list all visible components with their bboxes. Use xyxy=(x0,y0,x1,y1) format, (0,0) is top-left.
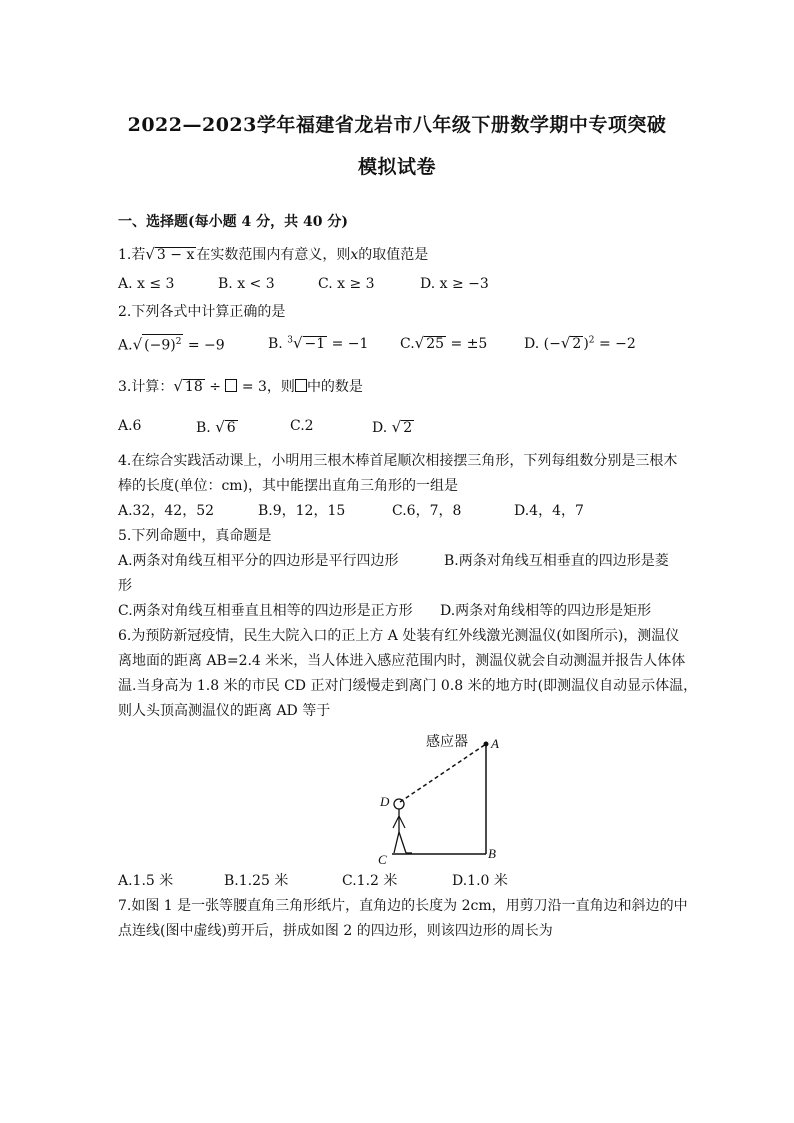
q3-option-a: A.6 xyxy=(118,418,142,434)
person-leg-right xyxy=(399,832,406,853)
radical-sign: √ xyxy=(414,334,425,352)
thermometer-figure xyxy=(370,728,520,868)
figure-label-c: C xyxy=(378,852,387,867)
dashed-line-ad xyxy=(400,744,486,802)
q2-c-label: C. xyxy=(400,336,415,352)
question-5-stem: 5.下列命题中，真命题是 xyxy=(118,528,272,544)
q1-option-b: B. x < 3 xyxy=(218,276,275,292)
page-title-line2: 模拟试卷 xyxy=(357,156,436,178)
person-head xyxy=(394,799,404,809)
q6-option-d: D.1.0 米 xyxy=(452,873,508,889)
question-3-stem xyxy=(118,376,363,396)
figure-label-b: B xyxy=(488,846,496,861)
question-4-line1: 4.在综合实践活动课上，小明用三根木棒首尾顺次相接摆三角形，下列每组数分别是三根木 xyxy=(118,453,678,469)
q3-option-c: C.2 xyxy=(290,418,314,434)
q3-option-b xyxy=(196,418,238,436)
q1-var: x xyxy=(350,247,359,263)
question-2-stem: 2.下列各式中计算正确的是 xyxy=(118,304,286,320)
paren-close: ) xyxy=(583,336,589,352)
q5-option-b-cont: 形 xyxy=(118,578,132,594)
q3-stem-end: 中的数是 xyxy=(306,379,363,395)
q2-option-b xyxy=(268,334,368,352)
q2-option-d: D. (−√ 2 )$^2$ = −2 xyxy=(524,334,636,352)
figure-label-a: A xyxy=(491,736,499,751)
person-arm-right xyxy=(399,816,405,828)
q3-option-d xyxy=(372,418,414,436)
blank-box xyxy=(295,379,307,392)
question-1-stem xyxy=(118,244,428,264)
person-arm-left xyxy=(393,816,399,828)
page-title-line1: 2022—2023学年福建省龙岩市八年级下册数学期中专项突破 xyxy=(127,114,667,136)
q1-option-d: D. x ≥ −3 xyxy=(420,276,489,292)
q2-c-result: = ±5 xyxy=(450,336,488,352)
q2-b-result: = −1 xyxy=(331,336,369,352)
figure-label-sensor: 感应器 xyxy=(426,733,468,749)
q3-stem-pre: 3.计算： xyxy=(118,379,174,395)
q2-b-index: 3 xyxy=(287,335,293,346)
question-6-line4: 则人头顶高测温仪的距离 AD 等于 xyxy=(118,703,331,719)
question-7-line2: 点连线(图中虚线)剪开后，拼成如图 2 的四边形，则该四边形的周长为 xyxy=(118,923,553,939)
q3-radicand: 18 xyxy=(184,379,203,395)
q3-op: ÷ xyxy=(209,379,221,395)
q2-d-inner: 2 xyxy=(572,336,582,352)
q2-d-label: D. xyxy=(524,336,540,352)
q4-option-a: A.32，42，52 xyxy=(118,503,215,519)
radical-sign: √ xyxy=(560,334,571,352)
q1-stem-post: 在实数范围内有意义，则 xyxy=(196,247,351,263)
q1-radicand: 3 − x xyxy=(156,247,195,263)
q5-option-d: D.两条对角线相等的四边形是矩形 xyxy=(440,603,652,619)
q4-option-d: D.4，4，7 xyxy=(514,503,584,519)
q2-d-result: = −2 xyxy=(598,336,636,352)
radical-sign: √ xyxy=(132,335,143,354)
paren-open: ( xyxy=(543,336,550,352)
q2-c-inner: 25 xyxy=(426,336,445,352)
q5-option-a: A.两条对角线互相平分的四边形是平行四边形 xyxy=(118,553,399,569)
q2-b-label: B. xyxy=(268,336,283,352)
radical-sign: √ xyxy=(215,418,225,436)
q2-option-c xyxy=(400,334,487,352)
q5-option-c: C.两条对角线互相垂直且相等的四边形是正方形 xyxy=(118,603,413,619)
radical-sign: √ xyxy=(145,245,155,263)
figure-label-d: D xyxy=(380,794,390,809)
section-heading: 一、选择题(每小题 4 分，共 40 分) xyxy=(118,214,348,230)
q2-a-label: A. xyxy=(118,337,133,354)
q3-eq: = 3，则 xyxy=(241,379,295,395)
question-6-line3: 温.当身高为 1.8 米的市民 CD 正对门缓慢走到离门 0.8 米的地方时(即测温仪自动显示体温， xyxy=(118,678,698,694)
q5-option-b: B.两条对角线互相垂直的四边形是菱 xyxy=(444,553,669,569)
q1-stem-pre: 1.若 xyxy=(118,247,146,263)
q4-option-c: C.6，7，8 xyxy=(392,503,462,519)
q3-d-inner: 2 xyxy=(403,420,413,436)
q3-b-inner: 6 xyxy=(226,420,236,436)
radical-sign: √ xyxy=(173,377,183,395)
person-leg-left xyxy=(394,832,399,853)
q2-a-inner: (−9) xyxy=(144,337,176,354)
q1-stem-end: 的取值范是 xyxy=(358,247,429,263)
radical-sign: √ xyxy=(391,418,402,436)
q1-option-c: C. x ≥ 3 xyxy=(318,276,375,292)
question-6-line1: 6.为预防新冠疫情，民生大院入口的正上方 A 处装有红外线激光测温仪(如图所示)，测温仪 xyxy=(118,628,680,644)
q6-option-b: B.1.25 米 xyxy=(224,873,289,889)
q3-d-label: D. xyxy=(372,420,388,436)
question-4-line2: 棒的长度(单位：cm)，其中能摆出直角三角形的一组是 xyxy=(118,478,459,494)
blank-box xyxy=(225,379,237,392)
question-7-line1: 7.如图 1 是一张等腰直角三角形纸片，直角边的长度为 2cm，用剪刀沿一直角边和斜边的中 xyxy=(118,898,688,914)
q2-b-inner: −1 xyxy=(304,336,326,352)
q2-a-result: = −9 xyxy=(187,337,225,354)
q4-option-b: B.9，12，15 xyxy=(258,503,346,519)
q6-option-c: C.1.2 米 xyxy=(342,873,398,889)
q2-a-radicand xyxy=(142,334,183,354)
q1-option-a: A. x ≤ 3 xyxy=(118,276,175,292)
q2-d-exp: 2 xyxy=(588,335,595,346)
question-6-line2: 离地面的距离 AB=2.4 米米，当人体进入感应范围内时，测温仪就会自动测温并报告人体体 xyxy=(118,653,686,669)
q6-option-a: A.1.5 米 xyxy=(118,873,174,889)
q3-b-label: B. xyxy=(196,420,211,436)
radical-sign: √ xyxy=(292,334,303,352)
q2-a-exp: 2 xyxy=(175,337,182,347)
q2-option-a xyxy=(118,334,225,354)
